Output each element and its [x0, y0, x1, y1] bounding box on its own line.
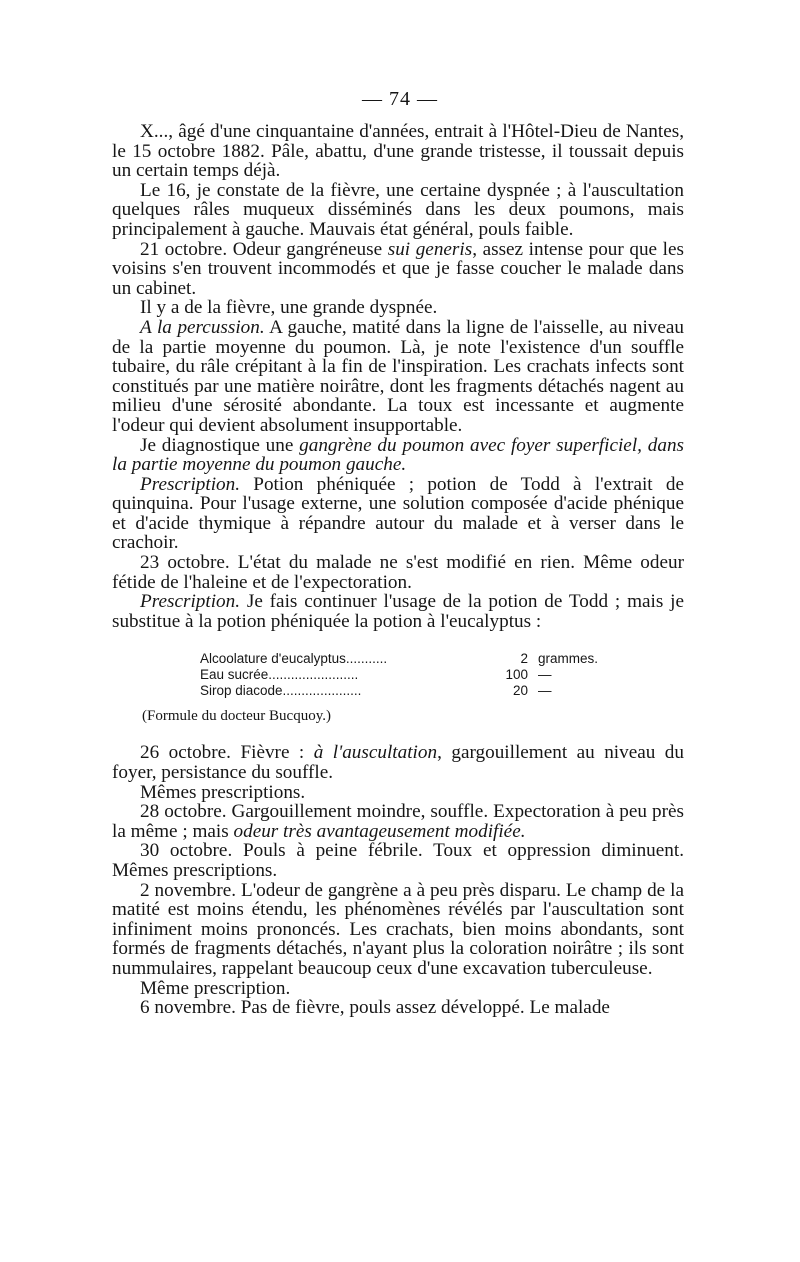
paragraph: 28 octobre. Gargouillement moindre, souffle. Expectoration à peu près la même ; mais odeur très avantageusement modifiée. [112, 801, 684, 842]
paragraph: X..., âgé d'une cinquantaine d'années, entrait à l'Hôtel-Dieu de Nantes, le 15 octobre 1882. Pâle, abattu, d'une grande tristesse, il toussait depuis un certain temps déjà. [112, 121, 684, 182]
body-text [112, 122, 684, 1018]
formula-unit: — [538, 667, 552, 683]
formula-row [200, 683, 684, 699]
formula-ingredient: Alcoolature d'eucalyptus........... [200, 651, 388, 667]
paragraphs-before-formula [112, 122, 684, 631]
formula-table [112, 651, 684, 699]
formula-quantity: 2 [520, 651, 528, 667]
formula-source: (Formule du docteur Bucquoy.) [142, 708, 331, 725]
paragraph: Je diagnostique une gangrène du poumon avec foyer superficiel, dans la partie moyenne du poumon gauche. [112, 434, 684, 476]
formula-unit: — [538, 683, 552, 699]
paragraph: Prescription. Je fais continuer l'usage de la potion de Todd ; mais je substitue à la potion phéniquée la potion à l'eucalyptus : [112, 591, 684, 632]
paragraph: 6 novembre. Pas de fièvre, pouls assez développé. Le malade [140, 997, 610, 1019]
formula-ingredient: Eau sucrée........................ [200, 667, 359, 683]
formula-ingredient: Sirop diacode..................... [200, 683, 362, 699]
formula-quantity: 20 [512, 683, 528, 699]
paragraph: Même prescription. [140, 977, 291, 999]
formula-row [200, 667, 684, 683]
paragraph: A la percussion. A gauche, matité dans la ligne de l'aisselle, au niveau de la partie moyenne du poumon. Là, je note l'existence d'un souffle tubaire, du râle crépitant à la fin de l'inspiration. Les crachats infects sont constitués par une matière noirâtre, dont les fragments détachés nagent au milieu d'une sérosité abondante. La toux est incessante et augmente l'odeur qui devient absolument insupportable. [112, 316, 684, 436]
paragraph: Mêmes prescriptions. [140, 781, 306, 803]
paragraph: Prescription. Potion phéniquée ; potion de Todd à l'extrait de quinquina. Pour l'usage externe, une solution composée d'acide phénique et d'acide thymique à répandre autour du malade et à verser dans le crachoir. [112, 473, 684, 554]
formula-quantity: 100 [505, 667, 528, 683]
paragraph: 2 novembre. L'odeur de gangrène a à peu près disparu. Le champ de la matité est moins étendu, les phénomènes révélés par l'auscultation sont infiniment moins prononcés. Les crachats, bien moins abondants, sont formés de fragments détachés, n'ayant plus la coloration noirâtre ; ils sont nummulaires, rappelant beaucoup ceux d'une excavation tuberculeuse. [112, 879, 684, 979]
formula-row [200, 651, 684, 667]
paragraph: 30 octobre. Pouls à peine fébrile. Toux et oppression diminuent. Mêmes prescriptions. [112, 840, 684, 881]
page-number: — 74 — [362, 88, 438, 110]
formula-unit: grammes. [538, 651, 599, 667]
paragraph: 21 octobre. Odeur gangréneuse sui generis, assez intense pour que les voisins s'en trouvent incommodés et que je fasse coucher le malade dans un cabinet. [112, 238, 684, 299]
paragraph: 23 octobre. L'état du malade ne s'est modifié en rien. Même odeur fétide de l'haleine et de l'expectoration. [112, 552, 684, 593]
paragraphs-after-formula [112, 743, 684, 1017]
paragraph: Le 16, je constate de la fièvre, une certaine dyspnée ; à l'auscultation quelques râles muqueux disséminés dans les deux poumons, mais principalement à gauche. Mauvais état général, pouls faible. [112, 179, 684, 240]
paragraph: Il y a de la fièvre, une grande dyspnée. [140, 297, 438, 319]
paragraph: 26 octobre. Fièvre : à l'auscultation, gargouillement au niveau du foyer, persistance du souffle. [112, 742, 684, 784]
